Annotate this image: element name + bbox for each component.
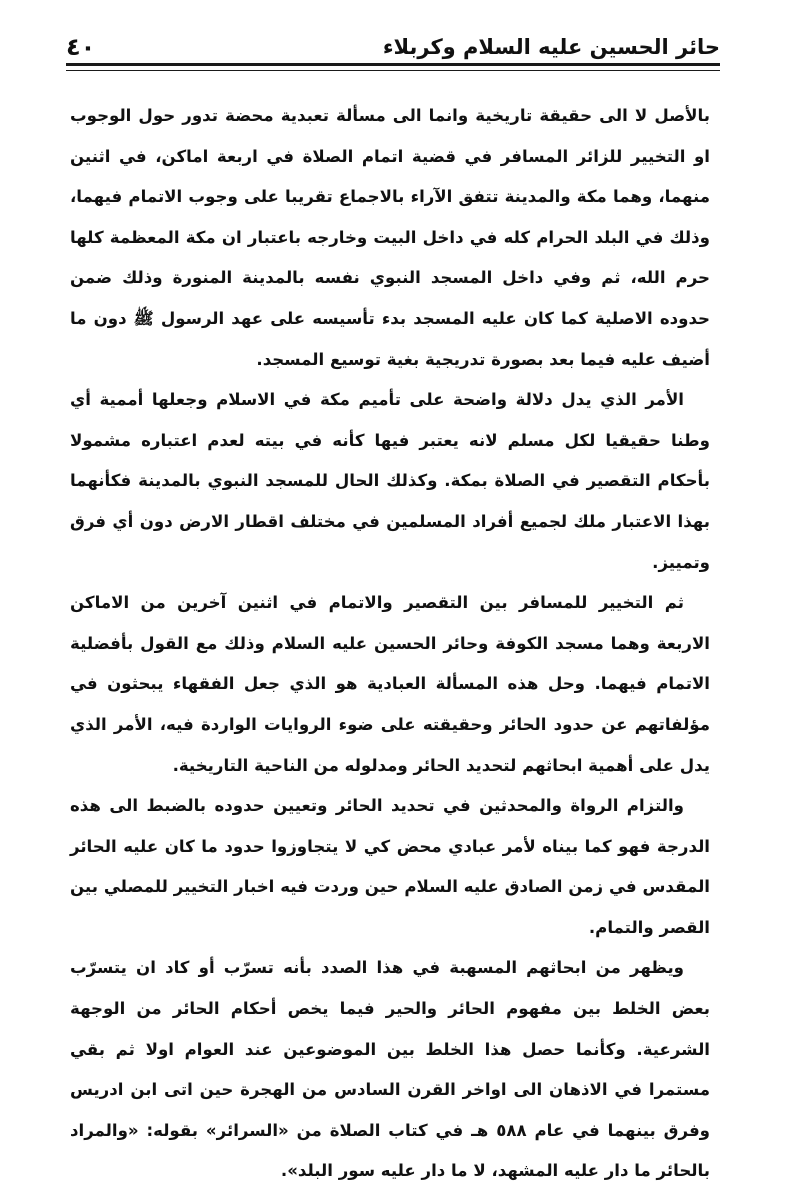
paragraph-5: ويظهر من ابحاثهم المسهبة في هذا الصدد بأنه تسرّب أو كاد ان يتسرّب بعض الخلط بين مفهوم الحائر والحير فيما يخص أحكام الحائر من الوجهة الشرعية. وكأنما حصل هذا الخلط بين الموضوعين عند العوام اولا ثم بقي مستمرا في الاذهان الى اواخر القرن السادس من الهجرة حين اتى ابن ادريس وفرق بينهما في عام ٥٨٨ هـ في كتاب الصلاة من «السرائر» بقوله: «والمراد بالحائر ما دار عليه المشهد، لا ما دار عليه سور البلد».: [70, 958, 710, 1181]
page-number: ٤٠: [66, 33, 96, 61]
running-title: حائر الحسين عليه السلام وكربلاء: [382, 35, 720, 59]
paragraph-4: والتزام الرواة والمحدثين في تحديد الحائر وتعيين حدوده بالضبط الى هذه الدرجة فهو كما بيناه لأمر عبادي محض كي لا يتجاوزوا حدود ما كان عليه الحائر المقدس في زمن الصادق عليه السلام حين وردت فيه اخبار التخيير للمصلي بين القصر والتمام.: [70, 796, 710, 937]
paragraph-1: بالأصل لا الى حقيقة تاريخية وانما الى مسألة تعبدية محضة تدور حول الوجوب او التخيير للزائر المسافر في قضية اتمام الصلاة في اربعة اماكن، في اثنين منهما، وهما مكة والمدينة تتفق الآراء بالاجماع تقريبا على وجوب الاتمام فيهما، وذلك في البلد الحرام كله في داخل البيت وخارجه باعتبار ان مكة المعظمة كلها حرم الله، ثم وفي داخل المسجد النبوي نفسه بالمدينة المنورة وذلك ضمن حدوده الاصلية كما كان عليه المسجد بدء تأسيسه على عهد الرسول ﷺ دون ما أضيف عليه فيما بعد بصورة تدريجية بغية توسيع المسجد.: [70, 106, 710, 369]
paragraph-2: الأمر الذي يدل دلالة واضحة على تأميم مكة في الاسلام وجعلها أممية أي وطنا حقيقيا لكل مسلم لانه يعتبر فيها كأنه في بيته لعدم اعتباره مشمولا بأحكام التقصير في الصلاة بمكة. وكذلك الحال للمسجد النبوي بالمدينة فكأنهما بهذا الاعتبار ملك لجميع أفراد المسلمين في مختلف اقطار الارض دون أي فرق وتمييز.: [70, 390, 710, 572]
header-rule-thick: [66, 63, 720, 66]
body-text: [70, 96, 710, 1192]
header-rule-thin: [66, 70, 720, 71]
paragraph-3: ثم التخيير للمسافر بين التقصير والاتمام في اثنين آخرين من الاماكن الاربعة وهما مسجد الكوفة وحائر الحسين عليه السلام وذلك مع القول بأفضلية الاتمام فيهما. وحل هذه المسألة العبادية هو الذي جعل الفقهاء يبحثون في مؤلفاتهم عن حدود الحائر وحقيقته على ضوء الروايات الواردة فيه، الأمر الذي يدل على أهمية ابحاثهم لتحديد الحائر ومدلوله من الناحية التاريخية.: [70, 593, 710, 775]
page-header: [66, 22, 720, 62]
